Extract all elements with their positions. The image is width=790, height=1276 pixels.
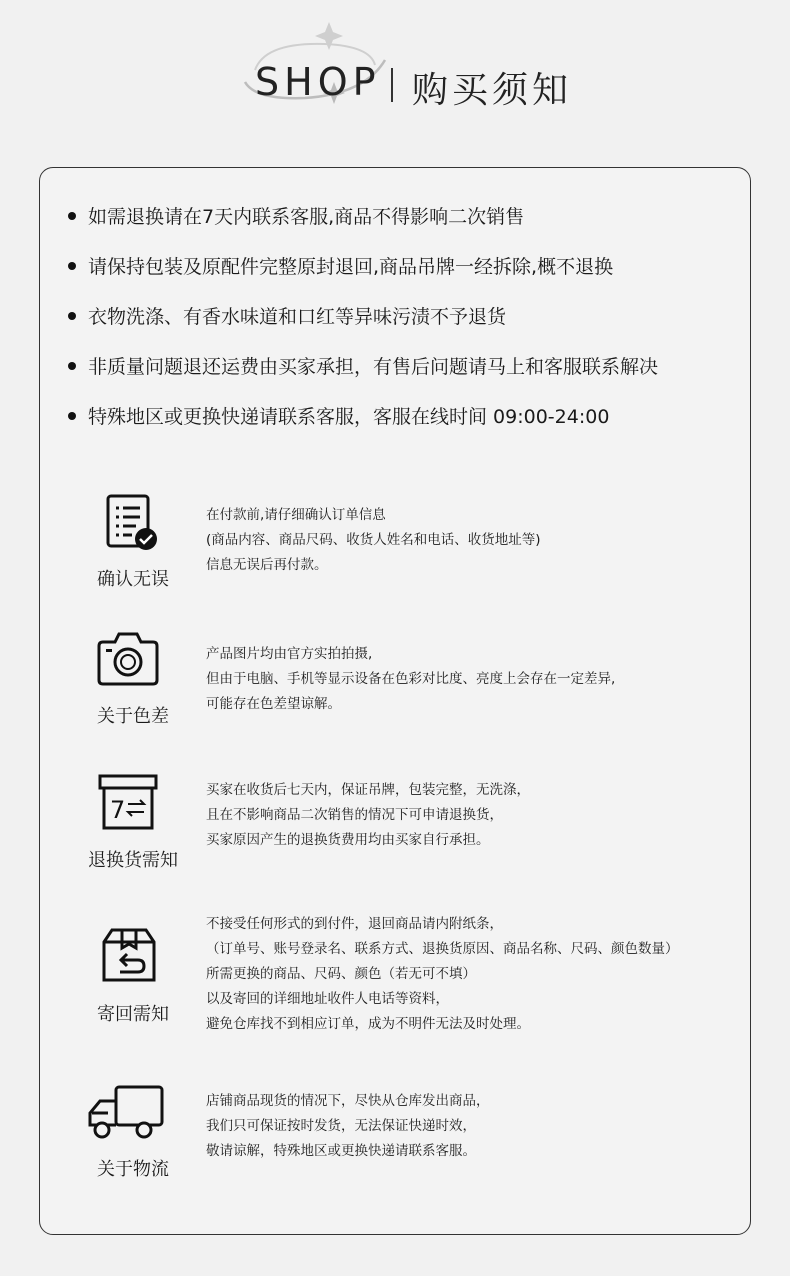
section-text: 在付款前,请仔细确认订单信息 (商品内容、商品尺码、收货人姓名和电话、收货地址等) 信息无误后再付款。	[206, 507, 541, 573]
section-label: 寄回需知	[97, 1004, 169, 1025]
package-return-icon	[100, 926, 158, 984]
section-text: 买家在收货后七天内，保证吊牌，包装完整，无洗涤， 且在不影响商品二次销售的情况下可申请退换货， 买家原因产生的退换货费用均由买家自行承担。	[206, 782, 530, 848]
rule-item: 衣物洗涤、有香水味道和口红等异味污渍不予退货	[68, 302, 506, 329]
notice-card	[39, 167, 751, 1235]
section-label: 退换货需知	[88, 850, 178, 871]
checklist-icon	[102, 493, 160, 555]
section-label: 关于物流	[97, 1159, 169, 1180]
bullet-dot-icon	[68, 262, 76, 270]
header-divider	[391, 68, 393, 102]
page-header	[0, 20, 790, 115]
svg-text:7: 7	[110, 796, 126, 824]
section-label: 确认无误	[97, 569, 169, 590]
section-label: 关于色差	[97, 706, 169, 727]
section-text: 不接受任何形式的到付件，退回商品请内附纸条， （订单号、账号登录名、联系方式、退换货原因、商品名称、尺码、颜色数量） 所需更换的商品、尺码、颜色（若无可不填） 以及寄回的详细地址收件人电话等资料， 避免仓库找不到相应订单，成为不明件无法及时处理。	[206, 916, 679, 1032]
delivery-truck-icon	[86, 1083, 166, 1143]
section-text: 店铺商品现货的情况下，尽快从仓库发出商品， 我们只可保证按时发货，无法保证快递时效， 敬请谅解，特殊地区或更换快递请联系客服。	[206, 1093, 490, 1159]
rule-item: 非质量问题退还运费由买家承担，有售后问题请马上和客服联系解决	[68, 352, 658, 379]
section-text: 产品图片均由官方实拍拍摄, 但由于电脑、手机等显示设备在色彩对比度、亮度上会存在一定差异, 可能存在色差望谅解。	[206, 646, 616, 712]
rule-item: 特殊地区或更换快递请联系客服，客服在线时间 09:00-24:00	[68, 402, 609, 429]
bullet-dot-icon	[68, 212, 76, 220]
bullet-dot-icon	[68, 412, 76, 420]
rule-item: 如需退换请在7天内联系客服,商品不得影响二次销售	[68, 202, 524, 229]
camera-icon	[95, 630, 161, 688]
page-title: 购买须知	[412, 70, 573, 111]
bullet-dot-icon	[68, 362, 76, 370]
return-box-icon	[96, 772, 160, 834]
bullet-dot-icon	[68, 312, 76, 320]
shop-logo-text: SHOP	[255, 60, 381, 104]
rule-item: 请保持包装及原配件完整原封退回,商品吊牌一经拆除,概不退换	[68, 252, 613, 279]
